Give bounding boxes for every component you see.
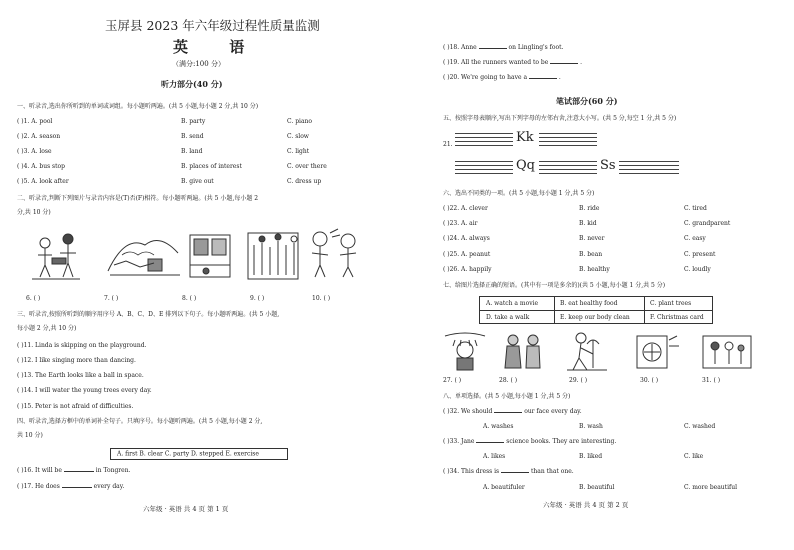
section-8-instruction: 八、单项选择。(共 5 小题,每小题 1 分,共 5 分): [443, 393, 571, 400]
answer-blank[interactable]: [529, 78, 557, 79]
section-4-instruction: 四、听录音,选择方框中的单词补全句子。只填序号。每小题听两遍。(共 5 小题,每小题 2 分,: [17, 418, 263, 425]
option-d: D. take a walk: [486, 314, 530, 321]
letter-kk: Kk: [516, 130, 534, 145]
picture-31-answer[interactable]: 31. ( ): [702, 377, 721, 384]
picture-27-answer[interactable]: 27. ( ): [443, 377, 462, 384]
word-bank-box: [110, 448, 288, 460]
writing-section-title: 笔试部分(60 分): [556, 96, 618, 106]
answer-blank[interactable]: [64, 471, 94, 472]
answer-blank[interactable]: [501, 472, 529, 473]
picture-28-elderly-couple: [505, 335, 540, 368]
answer-blank[interactable]: [550, 63, 578, 64]
section-5-instruction: 五、按照字母表顺序,写出下列字母的左邻右舍,注意大小写。(共 5 分,每空 1 分,共 5 分): [443, 115, 677, 122]
full-score: （满分:100 分）: [172, 60, 225, 68]
exam-title: 玉屏县 2023 年六年级过程性质量监测: [105, 18, 320, 33]
writing-lines[interactable]: [455, 133, 513, 145]
picture-9-crowd: [248, 233, 298, 279]
options-row: A. beautifuler B. beautiful C. more beautiful: [483, 484, 737, 491]
answer-blank[interactable]: [494, 412, 522, 413]
picture-28-answer[interactable]: 28. ( ): [499, 377, 518, 384]
question-34: ( )34. This dress is than that one.: [443, 468, 574, 475]
question-row: ( )1. A. pool B. party C. piano: [17, 118, 313, 125]
question-row: ( )2. A. season B. send C. slow: [17, 133, 309, 140]
question-row: ( )26. A. happily B. healthy C. loudly: [443, 266, 711, 273]
question-row: ( )22. A. clever B. ride C. tired: [443, 205, 707, 212]
page-footer-right: 六年级 · 英语 共 4 页 第 2 页: [543, 501, 629, 509]
listening-pictures: [30, 225, 375, 287]
question-33: ( )33. Jane science books. They are interesting.: [443, 438, 617, 445]
subject-title: 英 语: [173, 38, 263, 56]
section-2-instruction: 二、听录音,判断下列图片与录音内容是(T)否(F)相符。每小题听两遍。(共 5 小题,每小题 2: [17, 195, 259, 202]
answer-blank[interactable]: [476, 442, 504, 443]
picture-31-family: [703, 336, 751, 368]
picture-30-christmas: [637, 336, 679, 368]
picture-8-room: [190, 235, 230, 277]
picture-8-answer[interactable]: 8. ( ): [182, 295, 197, 302]
word-bank: A. first B. clear C. party D. stepped E. exercise: [117, 450, 259, 458]
picture-29-planting: [567, 333, 607, 370]
option-e: E. keep our body clean: [560, 314, 630, 321]
question-18: ( )18. Anne on Lingling's foot.: [443, 44, 564, 51]
picture-30-answer[interactable]: 30. ( ): [640, 377, 659, 384]
section-3-instruction-cont: 每小题 2 分,共 10 分): [17, 325, 77, 332]
letter-qq: Qq: [516, 158, 535, 173]
question-32: ( )32. We should our face every day.: [443, 408, 582, 415]
writing-lines[interactable]: [539, 133, 597, 145]
answer-blank[interactable]: [62, 487, 92, 488]
picture-29-answer[interactable]: 29. ( ): [569, 377, 588, 384]
listening-section-title: 听力部分(40 分): [161, 79, 223, 89]
picture-10-two-kids: [312, 229, 356, 277]
picture-10-answer[interactable]: 10. ( ): [312, 295, 331, 302]
page-footer-left: 六年级 · 英语 共 4 页 第 1 页: [143, 505, 229, 513]
question-20: ( )20. We're going to have a .: [443, 74, 561, 81]
question-21-label: 21.: [443, 141, 453, 148]
picture-6-kids-reading: [32, 234, 80, 279]
section-4-instruction-cont: 共 10 分): [17, 432, 43, 439]
options-row: A. washes B. wash C. washed: [483, 423, 716, 430]
section-3-instruction: 三、听录音,按照所听到的顺序用序号 A、B、C、D、E 排列以下句子。每小题听两遍。(共 5 小题,: [17, 311, 280, 318]
question-16: ( )16. It will be in Tongren.: [17, 467, 131, 474]
phrase-pictures: [441, 330, 781, 372]
question-row: ( )5. A. look after B. give out C. dress up: [17, 178, 322, 185]
question-15: ( )15. Peter is not afraid of difficulties.: [17, 403, 134, 410]
option-c: C. plant trees: [650, 300, 692, 307]
question-row: ( )4. A. bus stop B. places of interest C. over there: [17, 163, 327, 170]
writing-lines[interactable]: [539, 161, 597, 173]
question-17: ( )17. He does every day.: [17, 483, 125, 490]
picture-9-answer[interactable]: 9. ( ): [250, 295, 265, 302]
phrase-options-box: [479, 296, 713, 324]
question-11: ( )11. Linda is skipping on the playground.: [17, 342, 147, 349]
option-a: A. watch a movie: [486, 300, 539, 307]
answer-blank[interactable]: [479, 48, 507, 49]
picture-27-shower: [445, 333, 485, 370]
picture-7-answer[interactable]: 7. ( ): [104, 295, 119, 302]
question-row: ( )3. A. lose B. land C. light: [17, 148, 310, 155]
section-6-instruction: 六、选出不同类的一项。(共 5 小题,每小题 1 分,共 5 分): [443, 190, 595, 197]
question-row: ( )25. A. peanut B. bean C. present: [443, 251, 716, 258]
letter-ss: Ss: [600, 158, 616, 173]
picture-7-park: [108, 241, 180, 276]
question-row: ( )24. A. always B. never C. easy: [443, 235, 706, 242]
writing-lines[interactable]: [619, 161, 679, 173]
question-19: ( )19. All the runners wanted to be .: [443, 59, 583, 66]
question-row: ( )23. A. air B. kid C. grandparent: [443, 220, 731, 227]
question-14: ( )14. I will water the young trees every day.: [17, 387, 152, 394]
options-row: A. likes B. liked C. like: [483, 453, 704, 460]
right-page: [397, 0, 794, 550]
option-f: F. Christmas card: [650, 314, 704, 321]
picture-6-answer[interactable]: 6. ( ): [26, 295, 41, 302]
writing-lines[interactable]: [455, 161, 513, 173]
section-2-instruction-cont: 分,共 10 分): [17, 209, 51, 216]
question-13: ( )13. The Earth looks like a ball in space.: [17, 372, 144, 379]
section-7-instruction: 七、给图片选择正确的短语。(其中有一项是多余的)(共 5 小题,每小题 1 分,共 5 分): [443, 282, 666, 289]
question-12: ( )12. I like singing more than dancing.: [17, 357, 136, 364]
option-b: B. eat healthy food: [560, 300, 618, 307]
section-1-instruction: 一、听录音,选出你所听到的单词或词组。每小题听两遍。(共 5 小题,每小题 2 分,共 10 分): [17, 103, 259, 110]
